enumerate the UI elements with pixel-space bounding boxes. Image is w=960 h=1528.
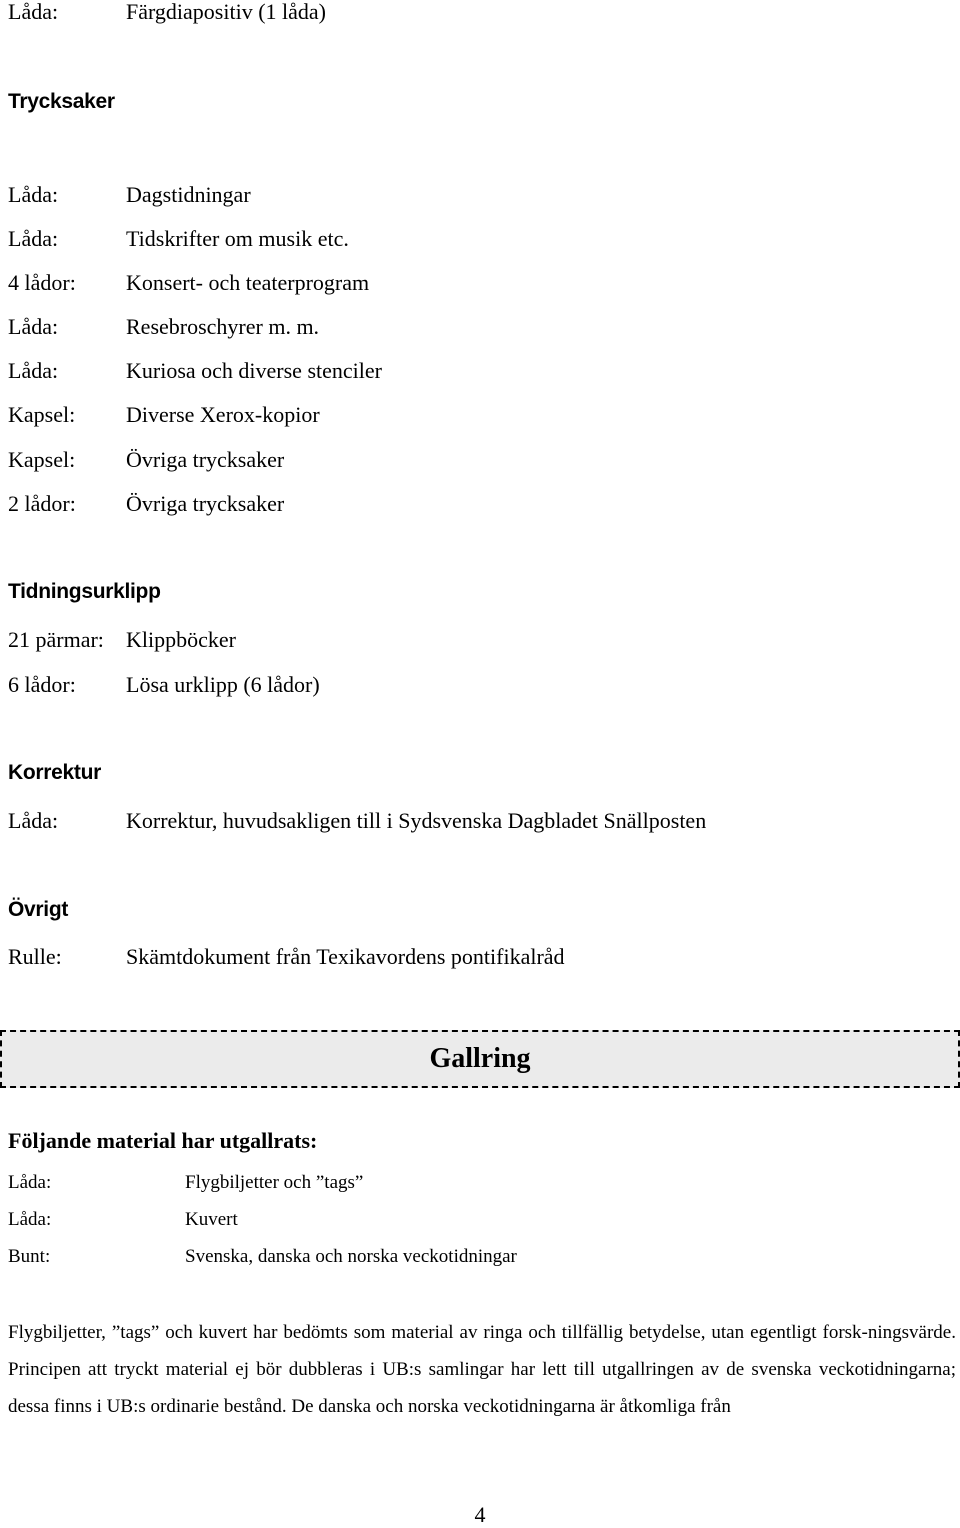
gallring-title: Gallring [429, 1043, 531, 1074]
item-label: Kapsel: [8, 402, 76, 427]
item-value: Färgdiapositiv (1 låda) [126, 0, 326, 24]
list-item [8, 180, 251, 210]
list-item [8, 806, 706, 836]
item-label: Låda: [8, 314, 59, 339]
item-label: 21 pärmar: [8, 627, 104, 652]
list-item [8, 942, 565, 972]
list-item [8, 1207, 238, 1233]
list-item [8, 625, 236, 655]
item-label: 2 lådor: [8, 491, 76, 516]
list-item [8, 489, 284, 519]
item-value: Övriga trycksaker [126, 447, 285, 472]
item-label: Bunt: [8, 1246, 51, 1267]
item-label: Låda: [8, 1172, 52, 1193]
list-item [8, 0, 326, 27]
item-label: 6 lådor: [8, 672, 76, 697]
section-heading-ovrigt: Övrigt [8, 898, 69, 921]
item-value: Kuvert [185, 1209, 238, 1230]
list-item [8, 445, 284, 475]
gallring-banner [0, 1030, 960, 1088]
gallring-paragraph: Flygbiljetter, ”tags” och kuvert har bedömts som material av ringa och tillfällig betydelse, utan egentligt forsk-ningsvärde. Principen att tryckt material ej bör dubbleras i UB:s samlingar har lett till utgallringen av de svenska veckotidningarna; dessa finns i UB:s ordinarie bestånd. De danska och norska veckotidningarna är åtkomliga från [8, 1322, 956, 1417]
item-label: Rulle: [8, 944, 62, 969]
section-heading-korrektur: Korrektur [8, 761, 101, 784]
item-value: Flygbiljetter och ”tags” [185, 1172, 364, 1193]
item-value: Dagstidningar [126, 182, 251, 207]
item-label: Låda: [8, 808, 59, 833]
list-item [8, 312, 319, 342]
item-value: Resebroschyrer m. m. [126, 314, 320, 339]
item-label: Låda: [8, 182, 59, 207]
item-value: Svenska, danska och norska veckotidningar [185, 1246, 517, 1267]
item-label: Låda: [8, 358, 59, 383]
list-item [8, 268, 369, 298]
section-heading-tidningsurklipp: Tidningsurklipp [8, 580, 161, 603]
item-value: Konsert- och teaterprogram [126, 270, 370, 295]
item-label: 4 lådor: [8, 270, 76, 295]
item-value: Klippböcker [126, 627, 236, 652]
item-value: Kuriosa och diverse stenciler [126, 358, 382, 383]
page-number: 4 [474, 1502, 486, 1527]
item-label: Låda: [8, 226, 59, 251]
item-value: Korrektur, huvudsakligen till i Sydsvenska Dagbladet Snällposten [126, 808, 707, 833]
item-label: Låda: [8, 0, 59, 24]
gallring-subtitle: Följande material har utgallrats: [8, 1128, 318, 1153]
list-item [8, 356, 382, 386]
list-item [8, 400, 320, 430]
item-label: Kapsel: [8, 447, 76, 472]
item-value: Övriga trycksaker [126, 491, 285, 516]
list-item [8, 670, 320, 700]
item-value: Diverse Xerox-kopior [126, 402, 320, 427]
list-item [8, 224, 349, 254]
item-value: Skämtdokument från Texikavordens pontifikalråd [126, 944, 565, 969]
item-value: Lösa urklipp (6 lådor) [126, 672, 320, 697]
item-label: Låda: [8, 1209, 52, 1230]
section-heading-trycksaker: Trycksaker [8, 90, 115, 113]
list-item [8, 1244, 517, 1270]
item-value: Tidskrifter om musik etc. [126, 226, 349, 251]
list-item [8, 1170, 363, 1196]
